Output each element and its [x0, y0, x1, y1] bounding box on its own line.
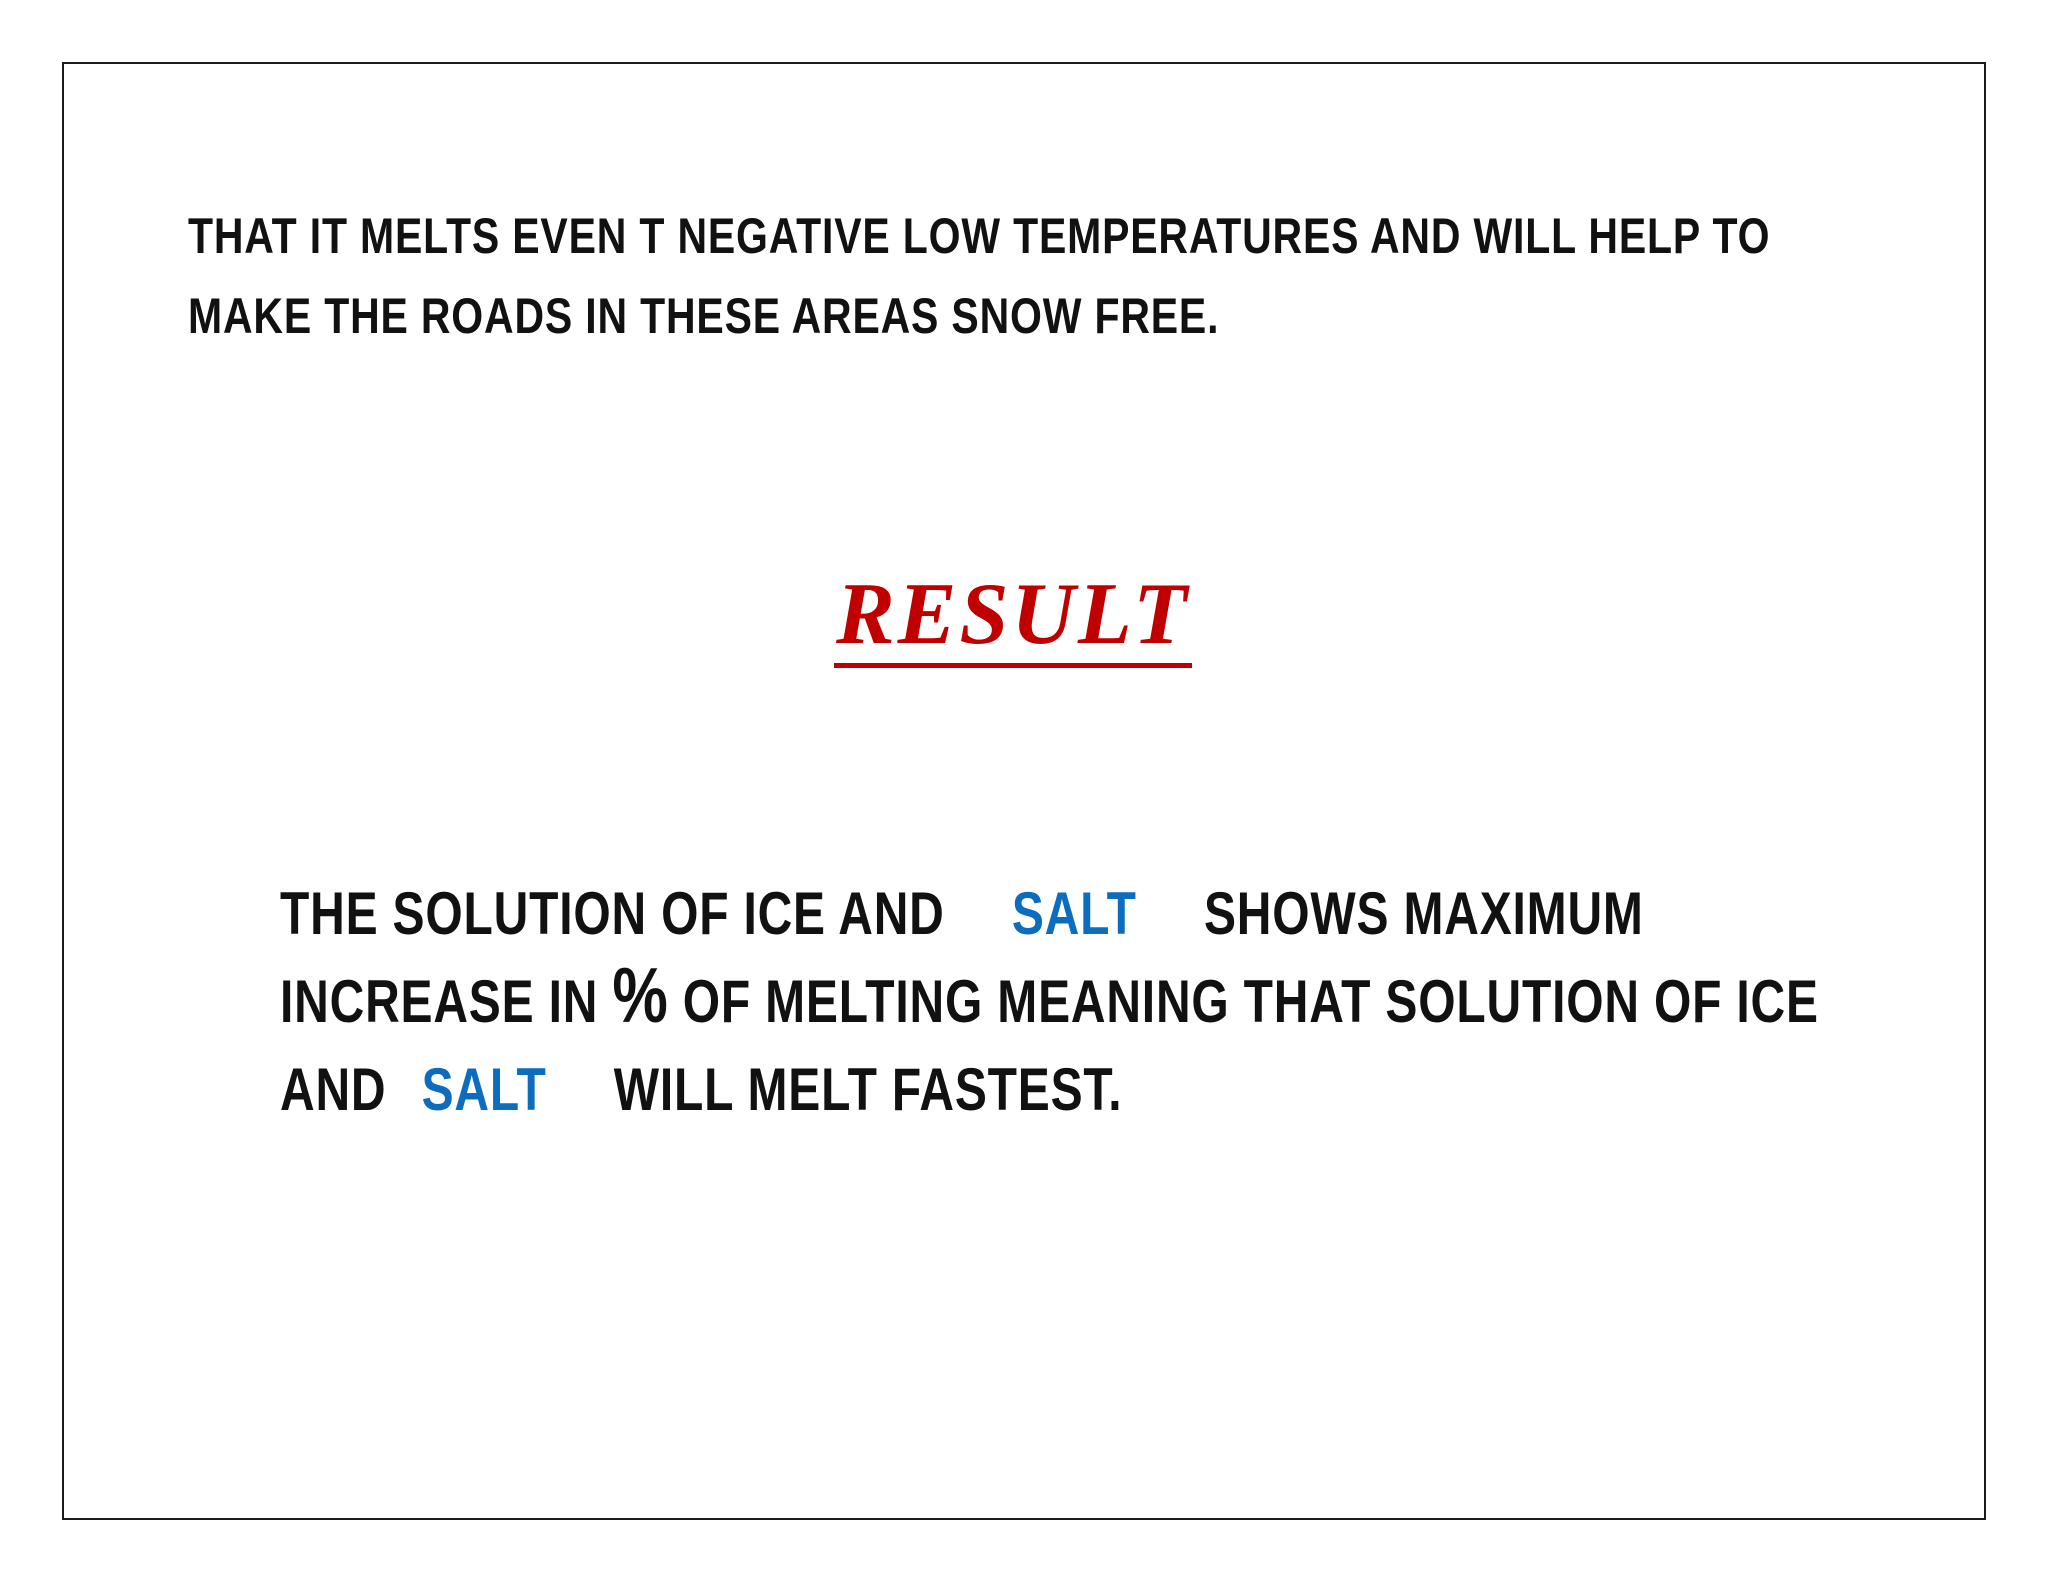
percent-symbol: %: [612, 951, 669, 1039]
result-line-2: [280, 951, 1819, 1046]
result-heading: [0, 560, 2026, 670]
result-line-1: [280, 870, 1819, 958]
result-line-3-start: AND: [280, 1056, 387, 1123]
intro-line-1: THAT IT MELTS EVEN T NEGATIVE LOW TEMPERATURES AND WILL HELP TO: [188, 208, 1771, 264]
result-line-2-end: OF MELTING MEANING THAT SOLUTION OF ICE: [682, 968, 1819, 1035]
result-line-2-start: INCREASE IN: [280, 968, 599, 1035]
result-paragraph: [280, 870, 1819, 1134]
salt-keyword: SALT: [421, 1056, 547, 1123]
result-heading-text: RESULT: [834, 567, 1192, 668]
result-line-3: [280, 1046, 1819, 1134]
result-line-1-end: SHOWS MAXIMUM: [1203, 880, 1644, 947]
result-line-1-start: THE SOLUTION OF ICE AND: [280, 880, 945, 947]
salt-keyword: SALT: [1011, 880, 1137, 947]
result-line-3-end: WILL MELT FASTEST.: [613, 1056, 1123, 1123]
intro-paragraph: [188, 196, 1771, 356]
intro-line-2: MAKE THE ROADS IN THESE AREAS SNOW FREE.: [188, 288, 1220, 344]
